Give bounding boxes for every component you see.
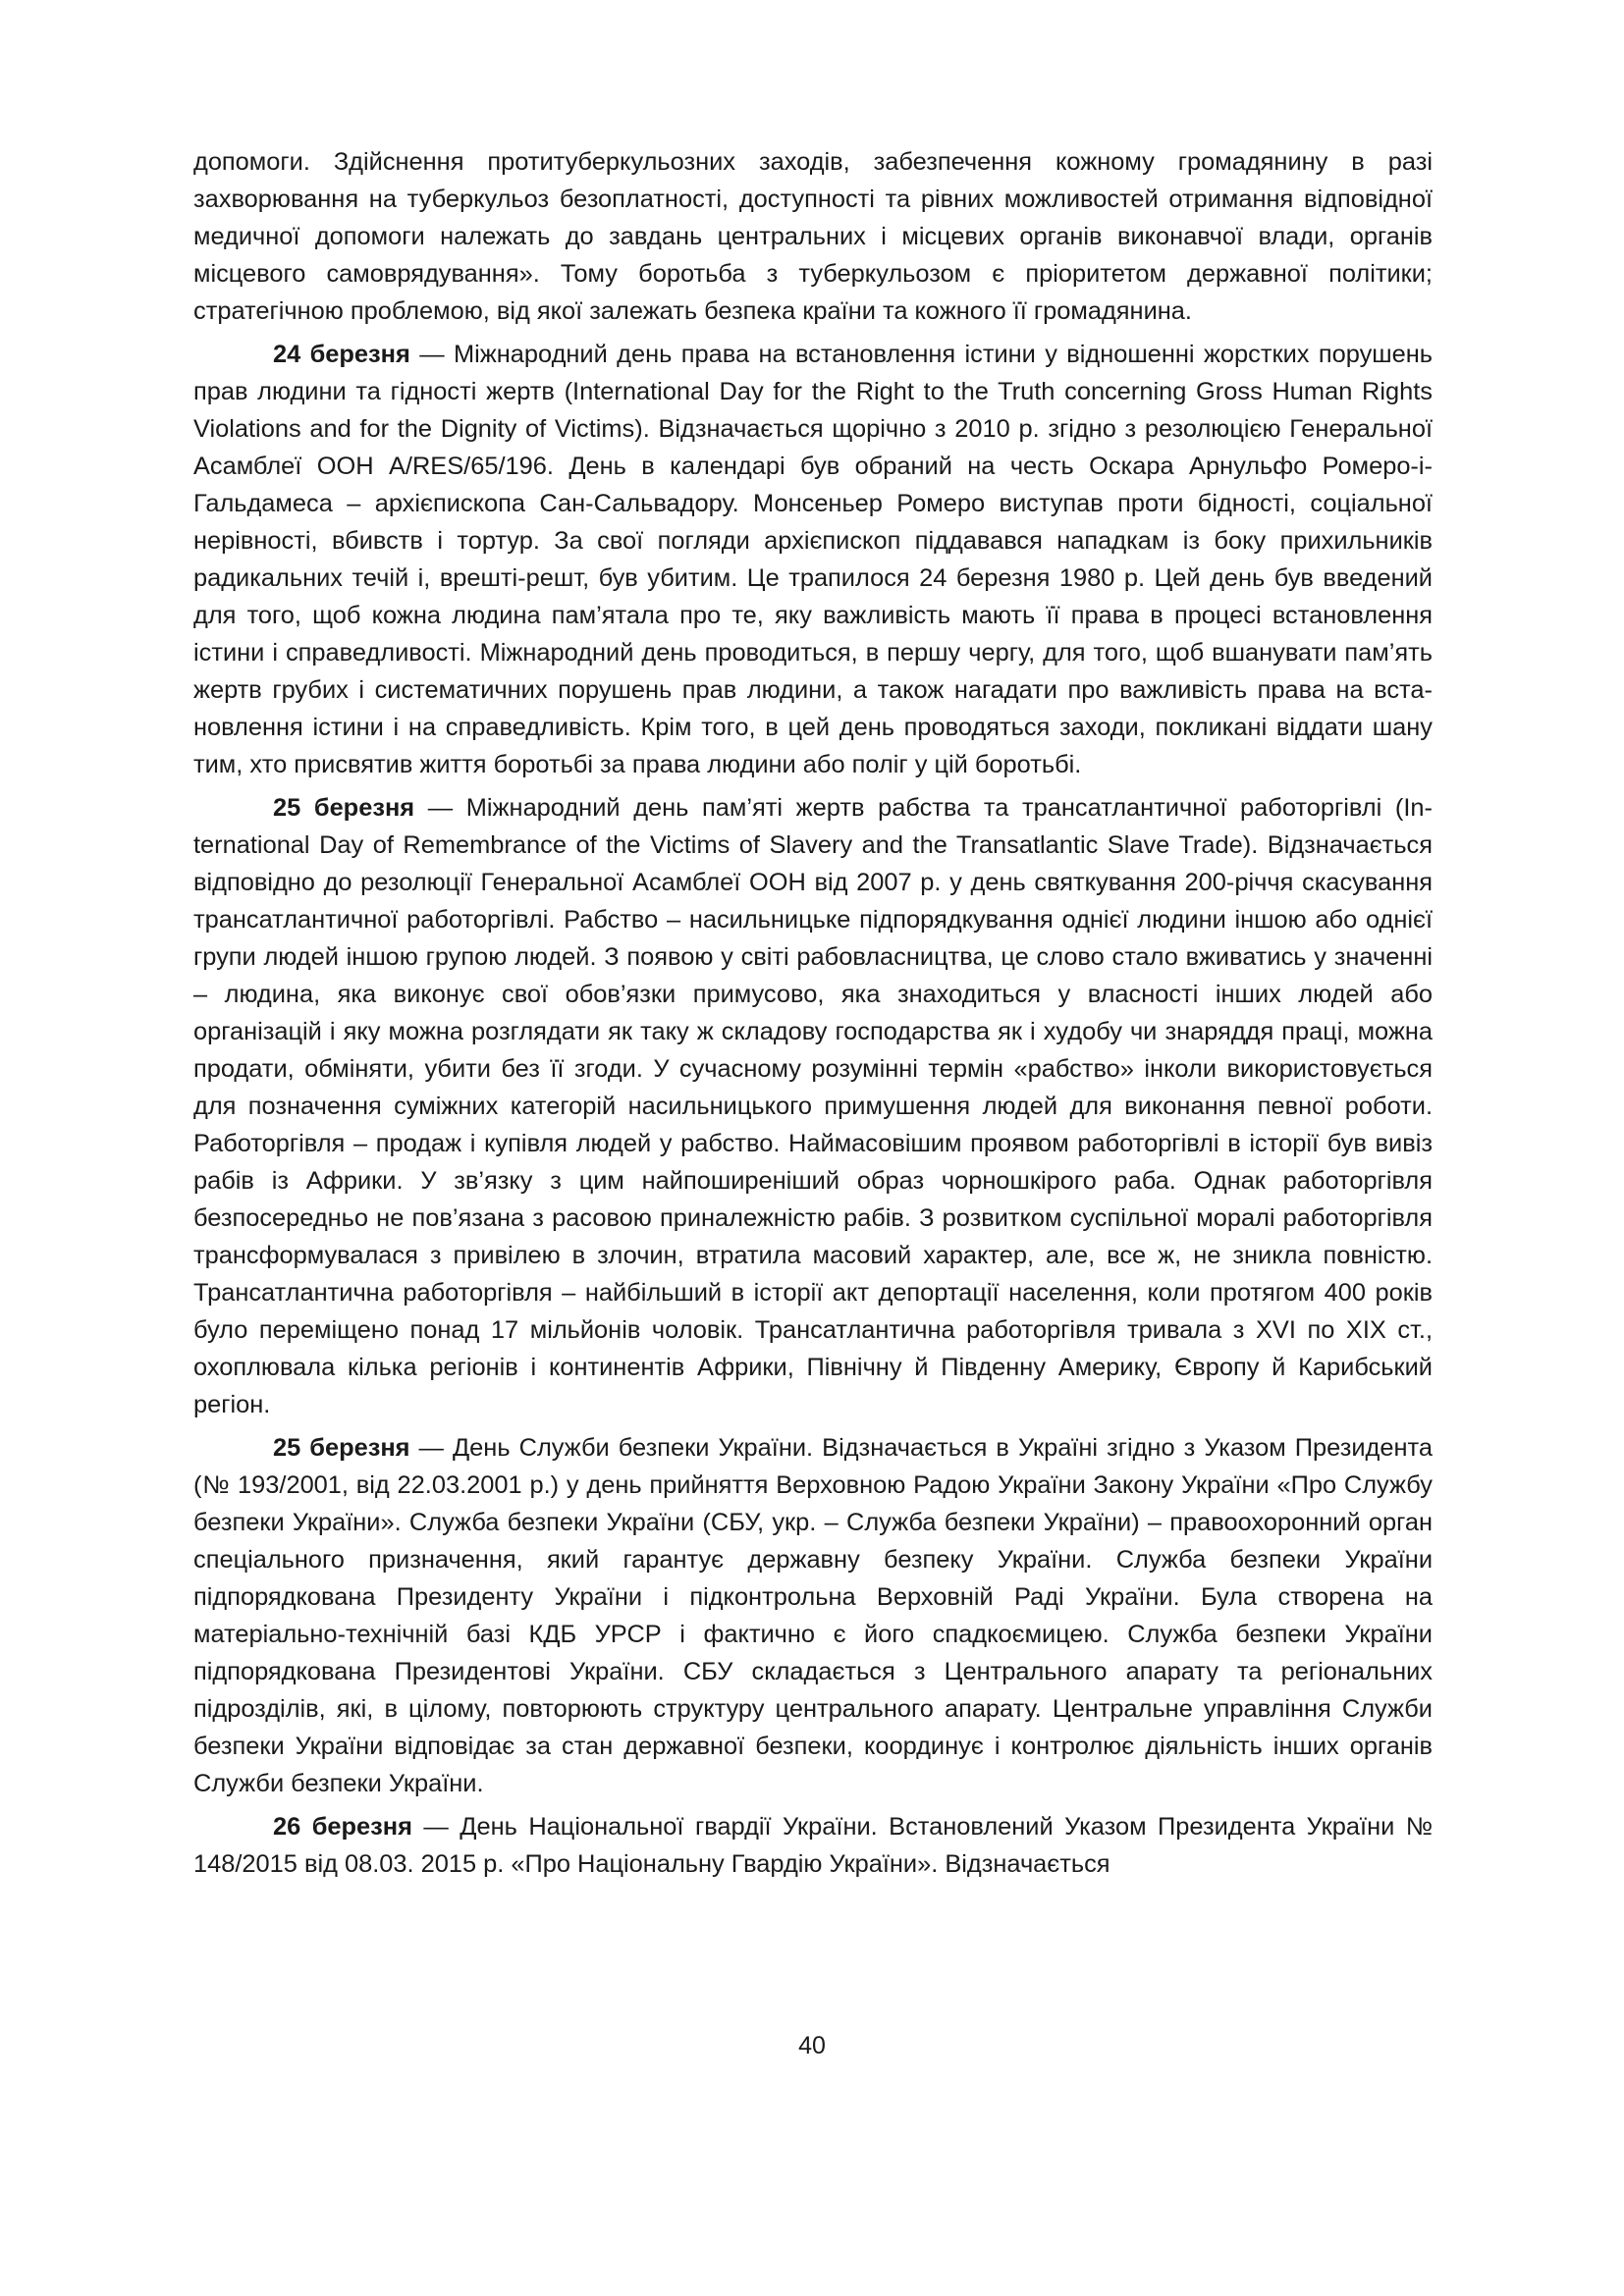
paragraph-march-25-sbu [193, 1429, 1433, 1802]
paragraph-march-26 [193, 1808, 1433, 1883]
date-heading: 26 березня [273, 1813, 412, 1841]
paragraph-text: — Міжнародний день права на встановлення істини у відношенні жорстких порушень прав людини та гідності жертв (International Day for the Right to the Truth concerning Gross Human Rights Violations and for the Dignity of Victims). Відзначається щорічно з 2010 р. згідно з резолюцією Генеральної Асамблеї ООН A/RES/65/196. День в календарі був обраний на честь Оскара Арнульфо Ромеро-і-Гальдамеса – архієпископа Сан-Сальвадору. Монсеньер Ромеро виступав проти бідності, соціальної нерівності, вбивств і тортур. За свої погляди архієпископ піддавався нападкам із боку прихильників радикальних течій і, врешті-решт, був убитим. Це трапилося 24 березня 1980 р. Цей день був введений для того, щоб кожна людина пам’ятала про те, яку важливість мають її права в процесі встановлення істини і справедливості. Міжнародний день проводиться, в першу чергу, для того, щоб вшанувати пам’ять жертв грубих і систематичних порушень прав людини, а також нагадати про важливість права на встановлення істини і на справедливість. Крім того, в цей день проводяться заходи, покликані віддати шану тим, хто присвятив життя боротьбі за права людини або поліг у цій боротьбі. [193, 341, 1433, 778]
document-body [193, 143, 1433, 1889]
paragraph-intro [193, 143, 1433, 330]
paragraph-march-25-slavery [193, 789, 1433, 1423]
date-heading: 25 березня [273, 794, 415, 822]
date-heading: 24 березня [273, 341, 410, 368]
paragraph-text: — День Національної гвардії України. Встановлений Указом Президента України № 148/2015 від 08.03. 2015 р. «Про Національну Гвардію України». Відзначається [193, 1813, 1433, 1878]
paragraph-text: допомоги. Здійснення протитуберкульозних заходів, забезпечення кожному громадянину в разі захворювання на туберкульоз безоплатності, доступності та рівних можливостей отримання відповідної медичної допомоги належать до завдань центральних і місцевих органів виконавчої влади, органів місцевого самоврядування». Тому боротьба з туберкульозом є пріоритетом державної політики; стратегічною проблемою, від якої залежать безпека країни та кожного її громадянина. [193, 148, 1433, 325]
paragraph-march-24 [193, 336, 1433, 783]
paragraph-text: — Міжнародний день пам’яті жертв рабства та трансатлантичної работоргівлі (International Day of Remembrance of the Victims of Slavery and the Transatlantic Slave Trade). Відзначається відповідно до резолюції Генеральної Асамблеї ООН від 2007 р. у день святкування 200-річчя скасування трансатлантичної работоргівлі. Рабство – насильницьке підпорядкування однієї людини іншою або однієї групи людей іншою групою людей. З появою у світі рабовласництва, це слово стало вживатись у значенні – людина, яка виконує свої обов’язки примусово, яка знаходиться у власності інших людей або організацій і яку можна розглядати як таку ж складову господарства як і худобу чи знаряддя праці, можна продати, обміняти, убити без її згоди. У сучасному розумінні термін «рабство» інколи використовується для позначення суміжних категорій насильницького примушення людей для виконання певної роботи. Работоргівля – продаж і купівля людей у рабство. Наймасовішим проявом работоргівлі в історії був вивіз рабів із Африки. У зв’язку з цим найпоширеніший образ чорношкірого раба. Однак работоргівля безпосередньо не пов’язана з расовою приналежністю рабів. З розвитком суспільної моралі работоргівля трансформувалася з привілею в злочин, втратила масовий характер, але, все ж, не зникла повністю. Трансатлантична работоргівля – найбільший в історії акт депортації населення, коли протягом 400 років було переміщено понад 17 мільйонів чоловік. Трансатлантична работоргівля тривала з XVI по XIX ст., охоплювала кілька регіонів і континентів Африки, Північну й Південну Америку, Європу й Карибський регіон. [193, 794, 1433, 1418]
paragraph-text: — День Служби безпеки України. Відзначається в Україні згідно з Указом Президента (№ 193/2001, від 22.03.2001 р.) у день прийняття Верховною Радою України Закону України «Про Службу безпеки України». Служба безпеки України (СБУ, укр. – Служба безпеки України) – правоохоронний орган спеціального призначення, який гарантує державну безпеку України. Служба безпеки України підпорядкована Президенту України і підконтрольна Верховній Раді України. Була створена на матеріально-технічній базі КДБ УРСР і фактично є його спадкоємицею. Служба безпеки України підпорядкована Президентові України. СБУ складається з Центрального апарату та регіональних підрозділів, які, в цілому, повторюють структуру центрального апарату. Центральне управління Служби безпеки України відповідає за стан державної безпеки, координує і контролює діяльність інших органів Служби безпеки України. [193, 1434, 1433, 1797]
page-number: 40 [798, 2032, 826, 2059]
date-heading: 25 березня [273, 1434, 410, 1462]
